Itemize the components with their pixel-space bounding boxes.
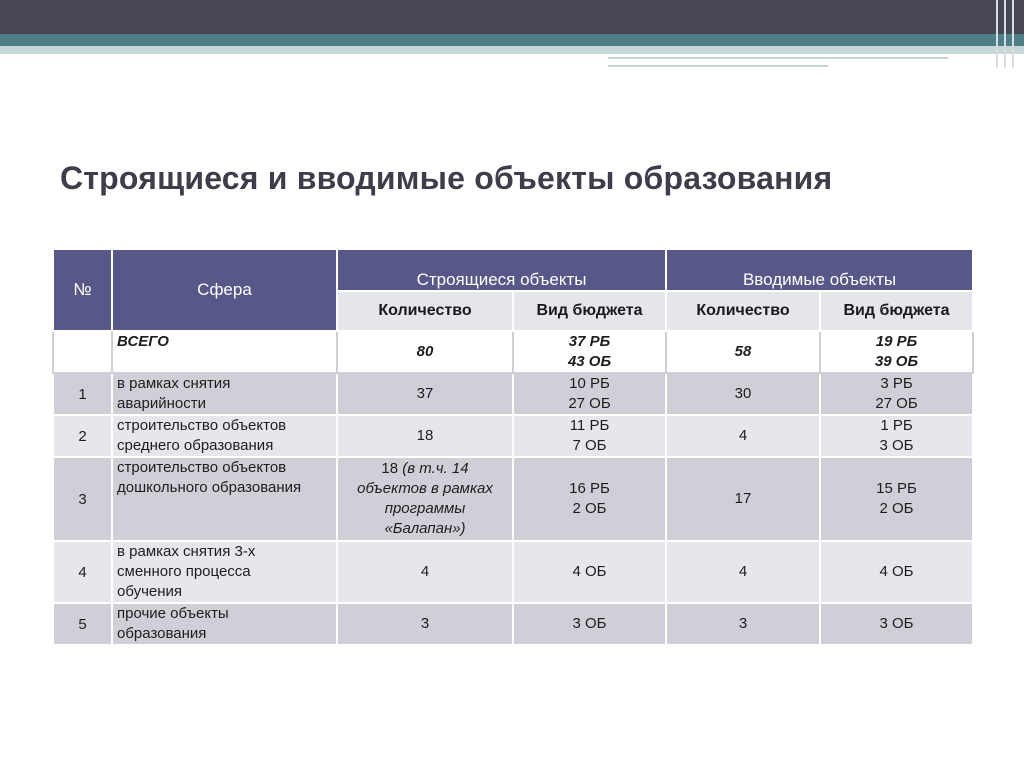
building-quantity: 4 xyxy=(337,541,513,603)
sphere-line: обучения xyxy=(117,583,183,600)
budget-line: 43 ОБ xyxy=(567,353,612,370)
sphere-line: дошкольного образования xyxy=(117,479,302,496)
commissioned-quantity: 17 xyxy=(666,457,820,541)
quantity-with-note xyxy=(342,459,508,479)
budget-line: 3 ОБ xyxy=(879,437,914,454)
objects-table xyxy=(52,248,974,646)
sphere-line: в рамках снятия 3-х xyxy=(117,543,256,560)
light-stripe xyxy=(0,46,1024,54)
building-budget xyxy=(513,457,666,541)
quantity-note: «Балапан») xyxy=(384,520,466,537)
row-sphere: ВСЕГО xyxy=(112,331,337,373)
table-row xyxy=(53,541,973,603)
header-sphere: Сфера xyxy=(112,249,337,331)
commissioned-quantity: 3 xyxy=(666,603,820,645)
decorative-vertical-line xyxy=(1012,0,1014,68)
sphere-line: сменного процесса xyxy=(117,563,251,580)
building-quantity: 18 xyxy=(337,415,513,457)
quantity-note: программы xyxy=(384,500,466,517)
building-quantity: 80 xyxy=(337,331,513,373)
budget-line: 37 РБ xyxy=(568,333,611,350)
quantity-note: объектов в рамках xyxy=(357,480,493,497)
commissioned-quantity: 4 xyxy=(666,415,820,457)
commissioned-budget xyxy=(820,415,973,457)
sphere-line: среднего образования xyxy=(117,437,274,454)
slide-title: Строящиеся и вводимые объекты образования xyxy=(60,160,833,196)
sphere-line: в рамках снятия xyxy=(117,375,231,392)
header-building-objects: Строящиеся объекты xyxy=(337,249,666,291)
budget-line: 15 РБ xyxy=(876,480,917,497)
sphere-line: образования xyxy=(117,625,207,642)
budget-line: 19 РБ xyxy=(875,333,918,350)
decorative-line xyxy=(608,65,828,67)
budget-line: 2 ОБ xyxy=(879,500,914,517)
building-budget: 4 ОБ xyxy=(513,541,666,603)
header-quantity: Количество xyxy=(666,291,820,331)
budget-line: 16 РБ xyxy=(569,480,610,497)
commissioned-budget xyxy=(820,373,973,415)
budget-line: 2 ОБ xyxy=(572,500,607,517)
top-decorative-bar xyxy=(0,0,1024,34)
row-number: 3 xyxy=(53,457,112,541)
row-number: 4 xyxy=(53,541,112,603)
row-number xyxy=(53,331,112,373)
decorative-vertical-line xyxy=(996,0,998,68)
budget-line: 1 РБ xyxy=(880,417,913,434)
commissioned-quantity: 58 xyxy=(666,331,820,373)
budget-line: 39 ОБ xyxy=(874,353,919,370)
row-sphere xyxy=(112,415,337,457)
table-row xyxy=(53,373,973,415)
budget-line: 3 РБ xyxy=(880,375,913,392)
building-quantity: 37 xyxy=(337,373,513,415)
sphere-line: аварийности xyxy=(117,395,206,412)
table-row xyxy=(53,415,973,457)
budget-line: 27 ОБ xyxy=(875,395,918,412)
header-quantity: Количество xyxy=(337,291,513,331)
table-row xyxy=(53,603,973,645)
budget-line: 27 ОБ xyxy=(568,395,611,412)
budget-line: 11 РБ xyxy=(569,417,610,434)
sphere-line: прочие объекты xyxy=(117,605,229,622)
sphere-line: строительство объектов xyxy=(117,459,287,476)
building-quantity: 3 xyxy=(337,603,513,645)
table-row-total xyxy=(53,331,973,373)
row-number: 2 xyxy=(53,415,112,457)
building-budget xyxy=(513,373,666,415)
commissioned-budget: 4 ОБ xyxy=(820,541,973,603)
row-number: 1 xyxy=(53,373,112,415)
row-number: 5 xyxy=(53,603,112,645)
commissioned-quantity: 30 xyxy=(666,373,820,415)
header-commissioned-objects: Вводимые объекты xyxy=(666,249,973,291)
teal-stripe xyxy=(0,34,1024,46)
sphere-line: строительство объектов xyxy=(117,417,287,434)
header-budget-type: Вид бюджета xyxy=(513,291,666,331)
budget-line: 7 ОБ xyxy=(572,437,607,454)
header-num: № xyxy=(53,249,112,331)
decorative-vertical-line xyxy=(1004,0,1006,68)
building-quantity xyxy=(337,457,513,541)
building-budget xyxy=(513,331,666,373)
commissioned-budget: 3 ОБ xyxy=(820,603,973,645)
row-sphere xyxy=(112,603,337,645)
building-budget: 3 ОБ xyxy=(513,603,666,645)
commissioned-budget xyxy=(820,457,973,541)
table-row xyxy=(53,457,973,541)
row-sphere xyxy=(112,373,337,415)
header-budget-type: Вид бюджета xyxy=(820,291,973,331)
row-sphere xyxy=(112,457,337,541)
commissioned-budget xyxy=(820,331,973,373)
decorative-line xyxy=(608,57,948,59)
commissioned-quantity: 4 xyxy=(666,541,820,603)
building-budget xyxy=(513,415,666,457)
budget-line: 10 РБ xyxy=(569,375,610,392)
quantity-value: 18 xyxy=(381,460,399,477)
quantity-note: (в т.ч. 14 xyxy=(402,460,469,477)
row-sphere xyxy=(112,541,337,603)
table-header-row xyxy=(53,249,973,291)
